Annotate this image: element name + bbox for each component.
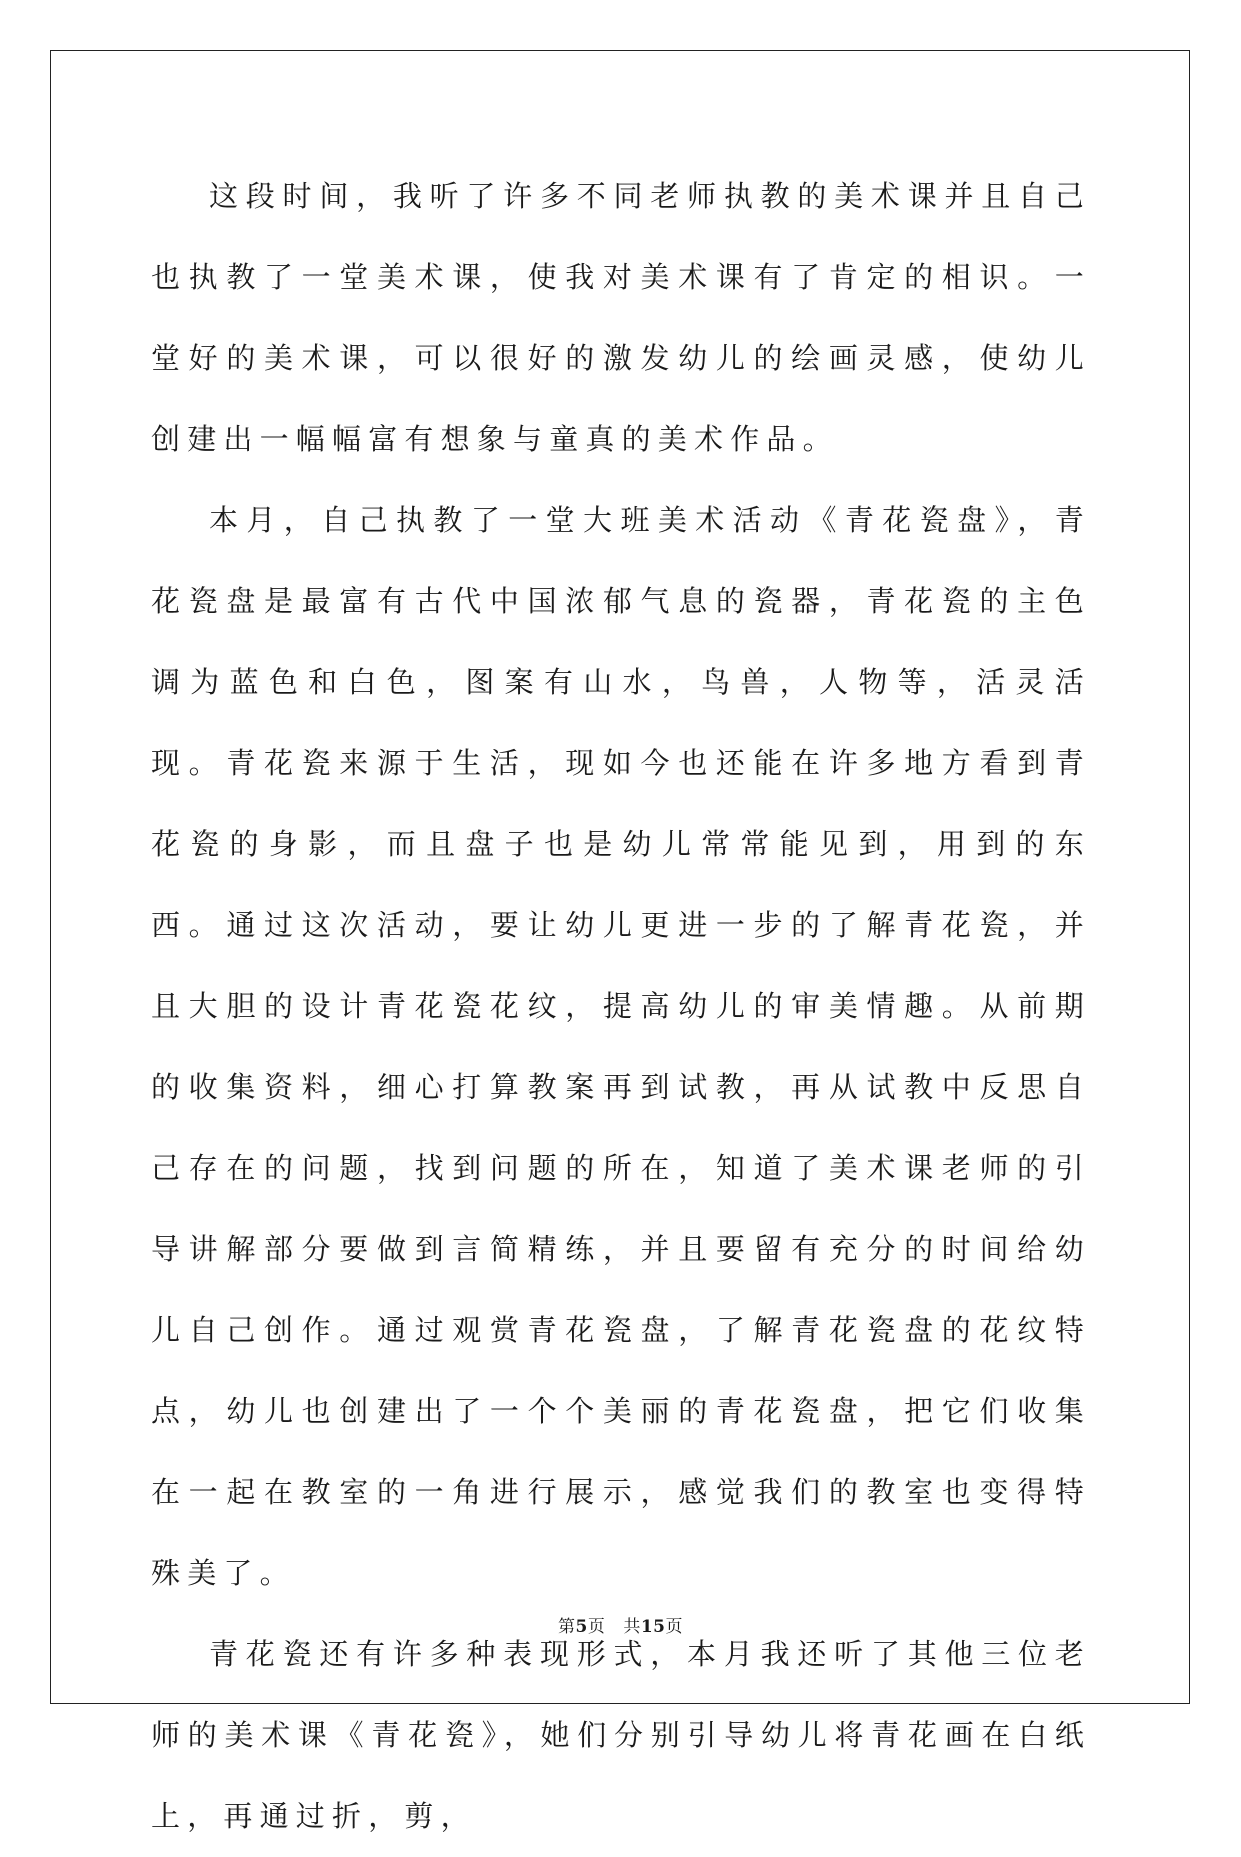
total-suffix: 页 — [665, 1617, 683, 1637]
page-prefix: 第 — [557, 1617, 576, 1637]
total-prefix: 共 — [623, 1617, 641, 1637]
paragraph-3: 青花瓷还有许多种表现形式，本月我还听了其他三位老师的美术课《青花瓷》，她们分别引导幼儿将青花画在白纸上，再通过折，剪， — [151, 1637, 1091, 1833]
page-suffix: 页 — [587, 1617, 606, 1637]
total-pages: 15 — [640, 1617, 666, 1637]
paragraph-1: 这段时间，我听了许多不同老师执教的美术课并且自己也执教了一堂美术课，使我对美术课有了肯定的相识。一堂好的美术课，可以很好的激发幼儿的绘画灵感，使幼儿创建出一幅幅富有想象与童真的美术作品。 — [151, 179, 1091, 456]
page-number: 5 — [575, 1617, 588, 1637]
page-footer — [0, 1612, 1241, 1637]
paragraph-2: 本月，自己执教了一堂大班美术活动《青花瓷盘》，青花瓷盘是最富有古代中国浓郁气息的瓷器，青花瓷的主色调为蓝色和白色，图案有山水，鸟兽，人物等，活灵活现。青花瓷来源于生活，现如今也还能在许多地方看到青花瓷的身影，而且盘子也是幼儿常常能见到，用到的东西。通过这次活动，要让幼儿更进一步的了解青花瓷，并且大胆的设计青花瓷花纹，提高幼儿的审美情趣。从前期的收集资料，细心打算教案再到试教，再从试教中反思自己存在的问题，找到问题的所在，知道了美术课老师的引导讲解部分要做到言简精练，并且要留有充分的时间给幼儿自己创作。通过观赏青花瓷盘，了解青花瓷盘的花纹特点，幼儿也创建出了一个个美丽的青花瓷盘，把它们收集在一起在教室的一角进行展示，感觉我们的教室也变得特殊美了。 — [151, 503, 1091, 1590]
document-body — [151, 156, 1091, 1857]
